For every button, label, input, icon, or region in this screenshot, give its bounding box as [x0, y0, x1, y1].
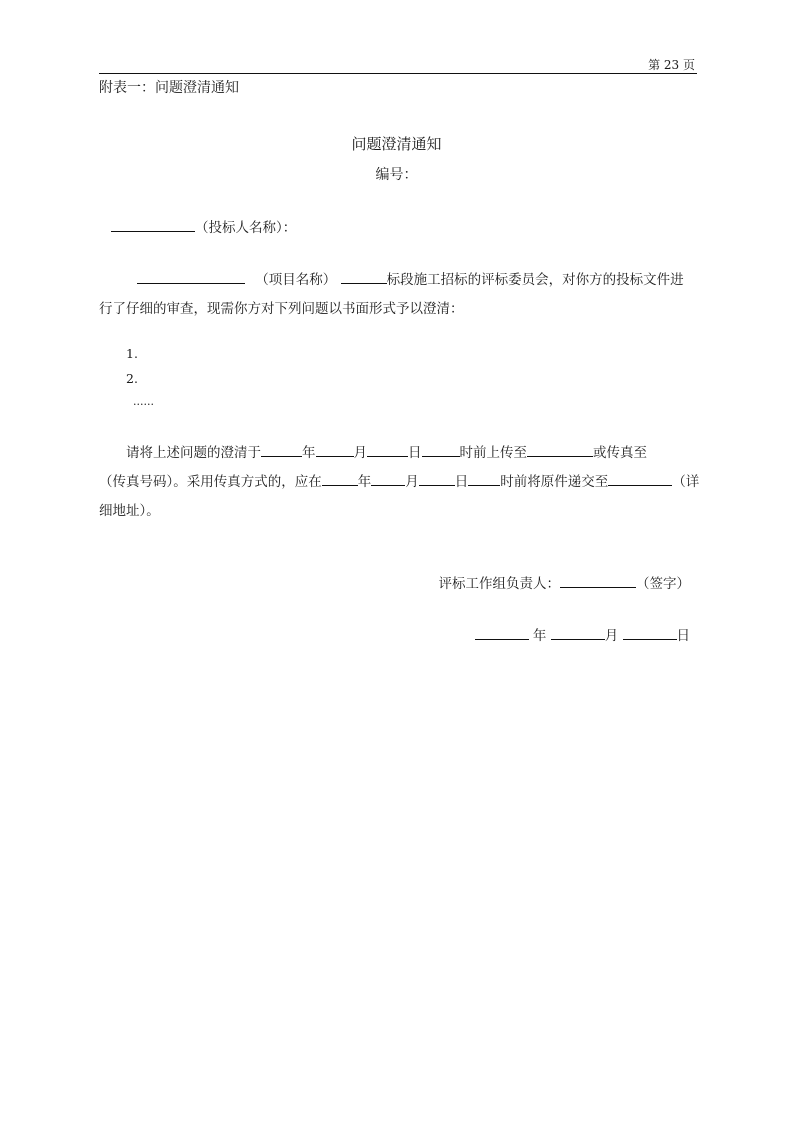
project-name-blank[interactable] [137, 269, 245, 284]
paragraph-line-2 [99, 470, 699, 490]
body-line-1 [137, 268, 684, 288]
bidder-name-blank[interactable] [111, 217, 195, 232]
bidder-label: （投标人名称）： [195, 220, 297, 236]
project-label: （项目名称） [255, 272, 337, 288]
year-label: 年 [357, 474, 372, 490]
para-text: 请将上述问题的澄清于 [126, 445, 261, 461]
date-month-blank[interactable] [551, 625, 605, 640]
month-blank[interactable] [371, 471, 405, 486]
date-line [475, 624, 690, 644]
day-label: 日 [454, 474, 469, 490]
day-label: 日 [408, 445, 422, 461]
date-month-label: 月 [604, 628, 619, 644]
page-number: 第 23 页 [648, 58, 695, 72]
para-text: 时前将原件递交至 [500, 474, 609, 490]
date-year-blank[interactable] [475, 625, 529, 640]
number-label: 编号： [375, 167, 418, 183]
month-label: 月 [353, 445, 367, 461]
paragraph-line-3: 细地址）。 [99, 503, 160, 519]
para-text: 时前上传至 [459, 445, 527, 461]
para-text: （详 [672, 474, 700, 490]
body-line-1-tail: 标段施工招标的评标委员会，对你方的投标文件进 [386, 272, 684, 288]
month-blank[interactable] [316, 442, 354, 457]
header-divider [99, 73, 697, 74]
date-day-label: 日 [676, 628, 690, 644]
signature-suffix: （签字） [636, 576, 690, 592]
ellipsis: ...... [133, 395, 154, 408]
day-blank[interactable] [419, 471, 455, 486]
date-year-label: 年 [532, 628, 547, 644]
section-blank[interactable] [341, 269, 387, 284]
hour-blank[interactable] [468, 471, 500, 486]
document-title: 问题澄清通知 [351, 135, 442, 153]
year-blank[interactable] [261, 442, 302, 457]
upload-target-blank[interactable] [527, 442, 593, 457]
para-text: 或传真至 [593, 445, 647, 461]
year-label: 年 [302, 445, 316, 461]
signature-blank[interactable] [560, 573, 636, 588]
signature-line [439, 572, 691, 592]
date-day-blank[interactable] [623, 625, 677, 640]
list-item: 2. [126, 371, 138, 386]
bidder-line [111, 216, 296, 236]
address-blank[interactable] [608, 471, 672, 486]
day-blank[interactable] [367, 442, 408, 457]
annex-title: 附表一：问题澄清通知 [99, 80, 239, 96]
paragraph-line-1 [126, 441, 647, 461]
list-item: 1. [126, 346, 138, 361]
month-label: 月 [405, 474, 419, 490]
year-blank[interactable] [322, 471, 358, 486]
para-text: （传真号码）。采用传真方式的，应在 [99, 474, 322, 490]
hour-blank[interactable] [422, 442, 460, 457]
signature-label: 评标工作组负责人： [438, 576, 560, 592]
body-line-2: 行了仔细的审查，现需你方对下列问题以书面形式予以澄清： [99, 301, 464, 317]
